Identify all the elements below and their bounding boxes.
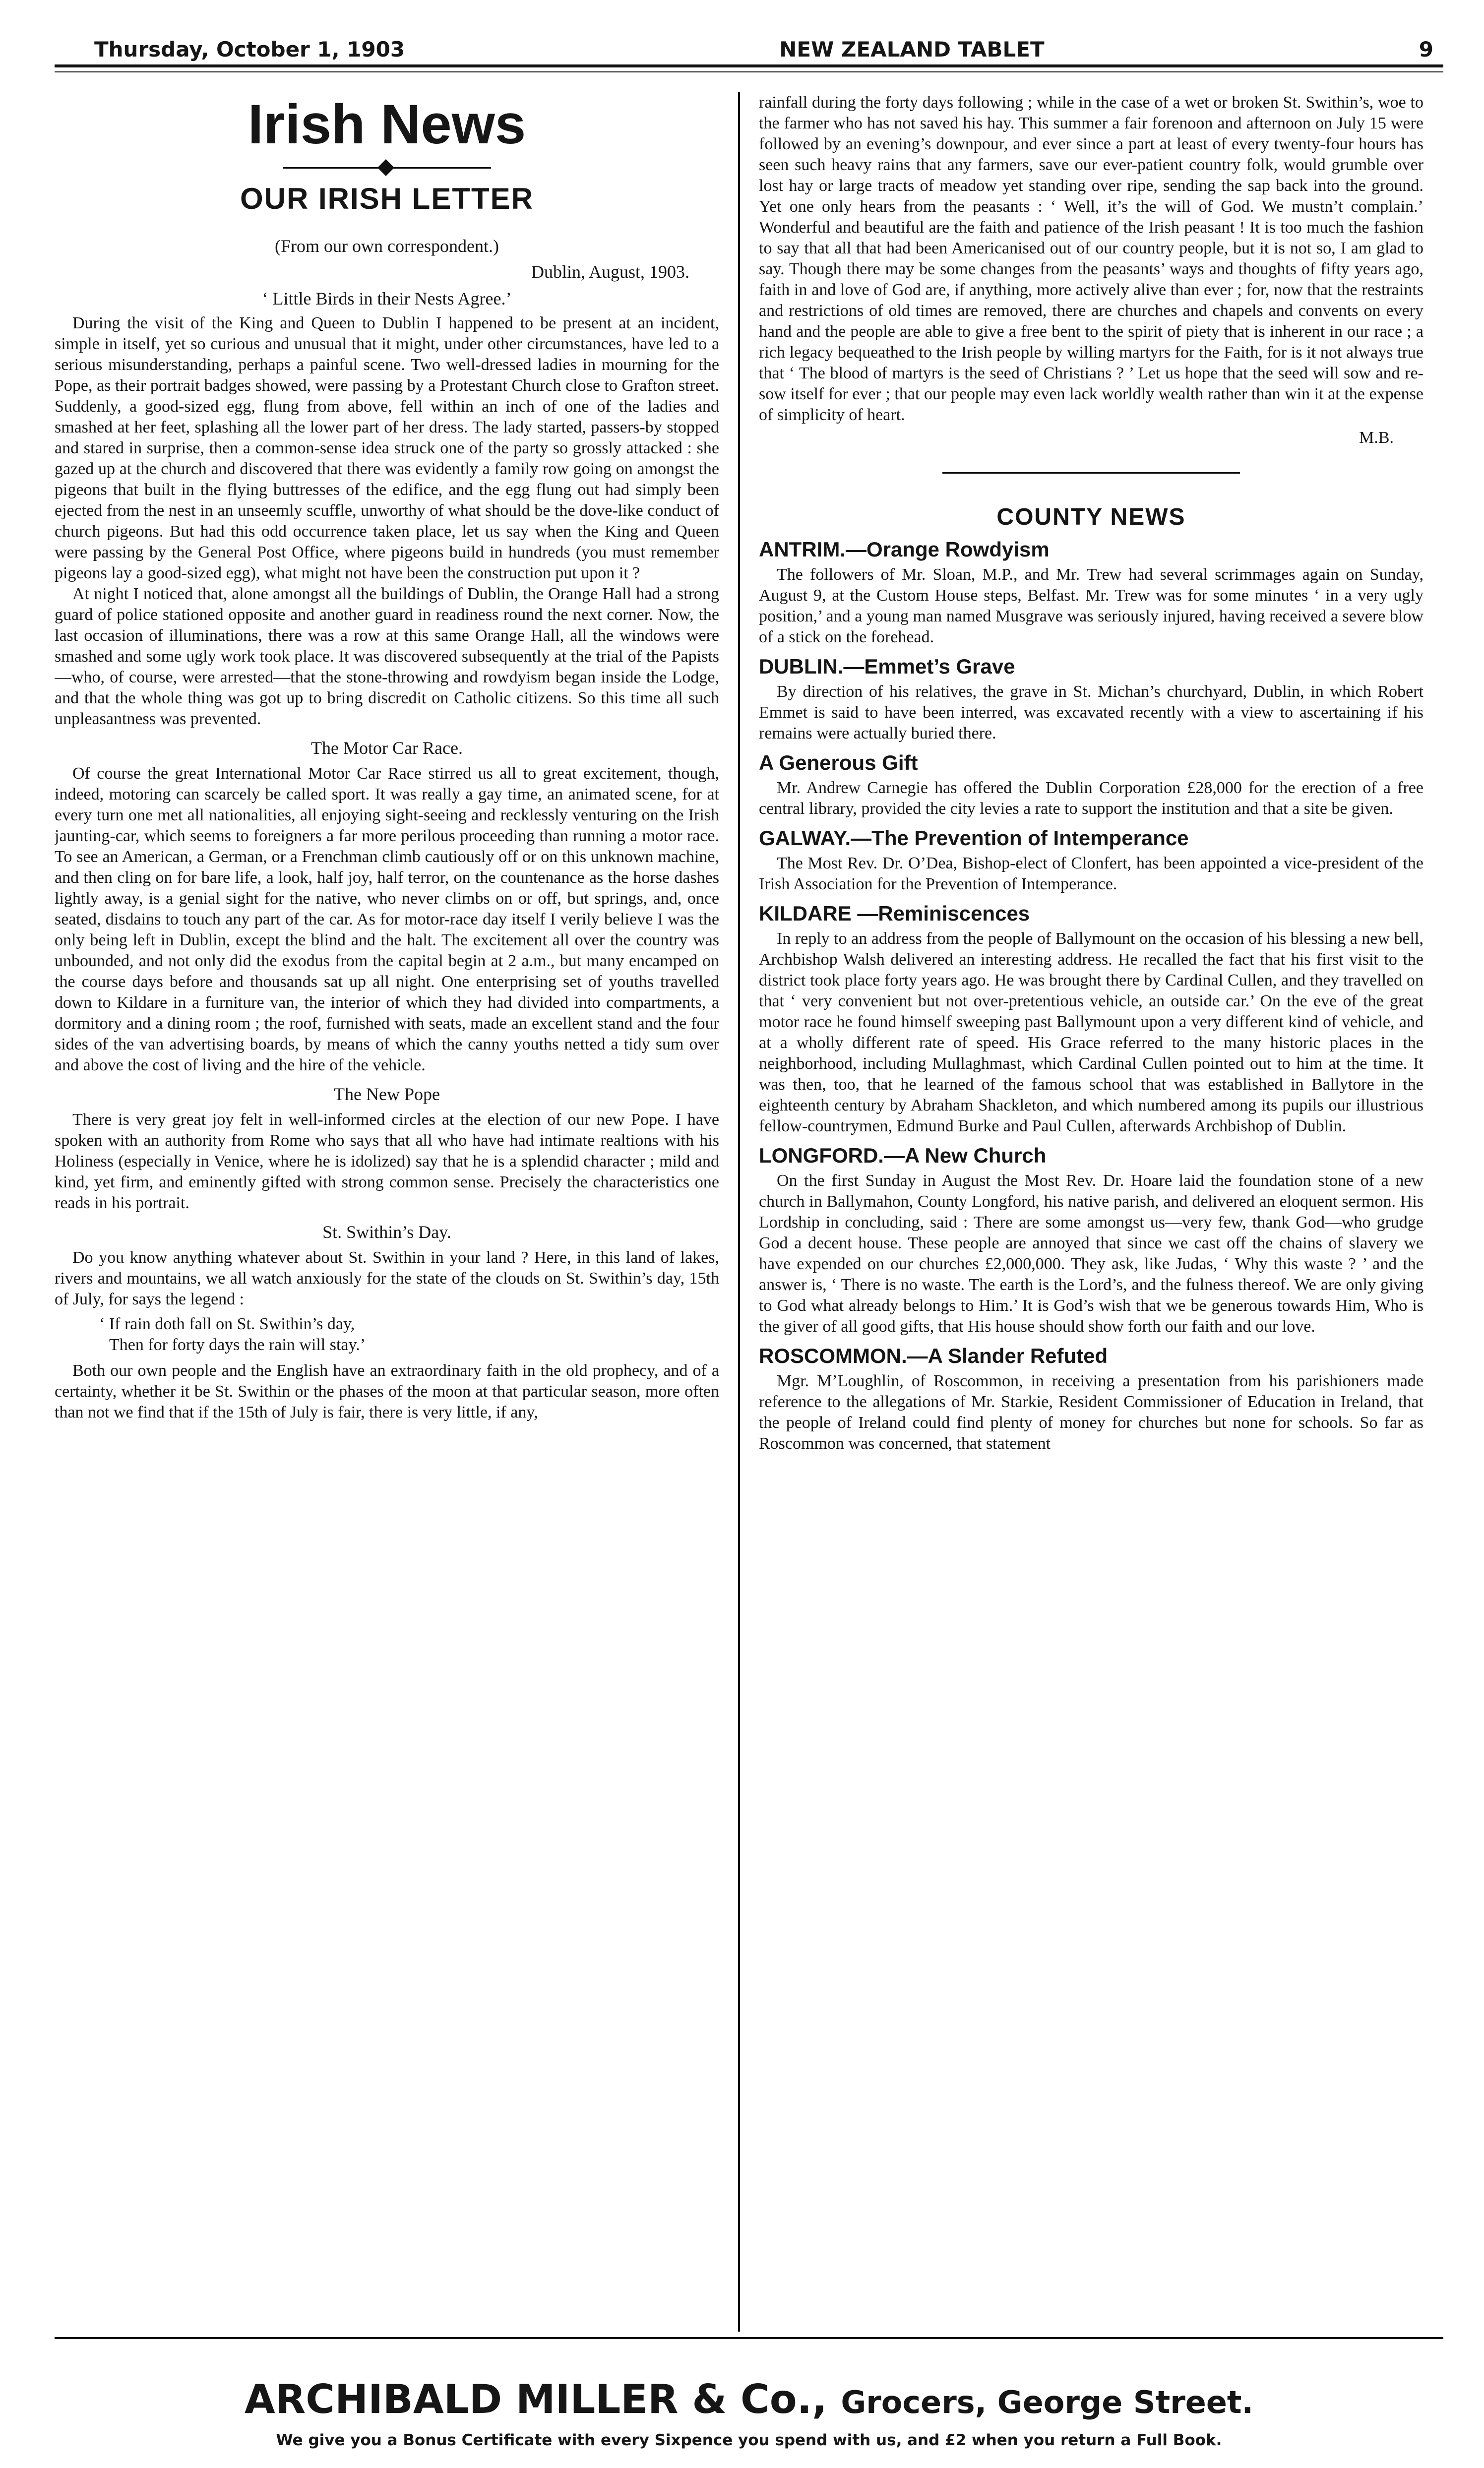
news-heading: LONGFORD.—A New Church bbox=[759, 1144, 1047, 1167]
subheading: St. Swithin’s Day. bbox=[322, 1222, 451, 1242]
right-column bbox=[759, 92, 1423, 2324]
ad-company-name: ARCHIBALD MILLER & Co., bbox=[244, 2376, 827, 2422]
news-text: Mr. Andrew Carnegie has offered the Dublin Corporation £28,000 for the erection of a free central library, provided the city levies a rate to support the institution and that a site be given. bbox=[759, 779, 1423, 818]
ad-tagline: We give you a Bonus Certificate with every Sixpence you spend with us, and £2 when you return a Full Book. bbox=[276, 2431, 1222, 2449]
column-divider bbox=[738, 92, 740, 2332]
signature: M.B. bbox=[1359, 429, 1394, 447]
paragraph: At night I noticed that, alone amongst all the buildings of Dublin, the Orange Hall had a strong guard of police stationed opposite and another guard in readiness round the next corner. Now, the last occasion of illuminations, there was a row at this same Orange Hall, all the windows were smashed and some ugly work took place. It was discovered subsequently at the trial of the Papists—who, of course, were arrested—that the stone-throwing and rowdyism began inside the Lodge, and that the whole thing was got up to bring discredit on Catholic citizens. So this time all such unpleasantness was prevented. bbox=[55, 585, 719, 728]
masthead bbox=[94, 32, 1433, 62]
verse-line: Then for forty days the rain will stay.’ bbox=[109, 1336, 366, 1354]
news-heading: KILDARE —Reminiscences bbox=[759, 902, 1030, 925]
paragraph: rainfall during the forty days following ; while in the case of a wet or broken St. Swithin’s, woe to the farmer who has not saved his hay. This summer a fair forenoon and afternoon on July 15 were followed by an evening’s downpour, and ever since a part at least of every twenty-four hours has seen such heavy rains that any farmers, save our ever-patient country folk, would grumble over lost hay or large tracts of meadow yet standing over ripe, sending the sap back into the ground. Yet one only hears from the peasants : ‘ Well, it’s the will of God. We mustn’t complain.’ Wonderful and beautiful are the faith and patience of the Irish peasant ! It is too much the fashion to say that all that had been Americanised out of our country people, but it is not so, I am glad to say. Though there may be some changes from the peasants’ ways and thoughts of fifty years ago, faith in and love of God are, if anything, more actively alive than ever ; for, now that the restraints and restrictions of old times are removed, there are churches and chapels and convents on every hand and the people are able to give a free bent to the spirit of piety that is inherent in our race ; a rich legacy bequeathed to the Irish people by willing martyrs for the Faith, for is it not always true that ‘ The blood of martyrs is the seed of Christians ? ’ Let us hope that the seed will sow and re-sow itself for ever ; that our people may even lack worldly wealth rather than win it at the expense of simplicity of heart. bbox=[759, 93, 1423, 424]
ornament-rule bbox=[283, 159, 491, 177]
news-heading: DUBLIN.—Emmet’s Grave bbox=[759, 655, 1015, 678]
page-number: 9 bbox=[1419, 37, 1433, 62]
verse-line: ‘ If rain doth fall on St. Swithin’s day, bbox=[99, 1315, 355, 1333]
subheading: The New Pope bbox=[334, 1084, 440, 1104]
news-text: Mgr. M’Loughlin, of Roscommon, in receiving a presentation from his parishioners made reference to the allegations of Mr. Starkie, Resident Commissioner of Education in Ireland, that the people of Ireland could find plenty of money for churches but none for schools. So far as Roscommon was concerned, that statement bbox=[759, 1372, 1423, 1453]
paragraph: Both our own people and the English have an extraordinary faith in the old prophecy, and of a certainty, whether it be St. Swithin or the phases of the moon at that particular season, more often than not we find that if the 15th of July is fair, there is very little, if any, bbox=[55, 1361, 719, 1421]
paragraph: Do you know anything whatever about St. Swithin in your land ? Here, in this land of lakes, rivers and mountains, we all watch anxiously for the state of the clouds on St. Swithin’s day, 15th of July, for says the legend : bbox=[55, 1248, 719, 1308]
ad-headline bbox=[55, 2376, 1443, 2426]
news-text: The Most Rev. Dr. O’Dea, Bishop-elect of Clonfert, has been appointed a vice-president of the Irish Association for the Prevention of Intemperance. bbox=[759, 854, 1423, 893]
news-text: The followers of Mr. Sloan, M.P., and Mr. Trew had several scrimmages again on Sunday, August 9, at the Custom House steps, Belfast. Mr. Trew was for some minutes ‘ in a very ugly position,’ and a young man named Musgrave was seriously injured, having received a severe blow of a stick on the forehead. bbox=[759, 565, 1423, 646]
news-heading: ROSCOMMON.—A Slander Refuted bbox=[759, 1344, 1108, 1367]
news-heading: A Generous Gift bbox=[759, 751, 918, 774]
masthead-rule-thick bbox=[55, 64, 1443, 67]
advertisement bbox=[55, 2376, 1443, 2451]
masthead-rule-thin bbox=[55, 71, 1443, 72]
news-text: In reply to an address from the people of Ballymount on the occasion of his blessing a new bell, Archbishop Walsh delivered an interesting address. He recalled the fact that his first visit to the district took place forty years ago. He was brought there by Cardinal Cullen, and they travelled on that ‘ very convenient but not over-pretentious vehicle, an outside car.’ On the eve of the great motor race he found himself sweeping past Ballymount upon a very different kind of vehicle, and at a wholly different rate of speed. His Grace referred to the many historic places in the neighborhood, including Mullaghmast, which Cardinal Cullen pointed out to him at the time. It was then, too, that he learned of the famous school that was established in Ballytore in the eighteenth century by Abraham Shackleton, and which numbered among its pupils our illustrious fellow-countrymen, Edmund Burke and Paul Cullen, afterwards Archbishop of Dublin. bbox=[759, 929, 1423, 1135]
news-heading: GALWAY.—The Prevention of Intemperance bbox=[759, 826, 1189, 850]
section-title: Irish News bbox=[247, 93, 526, 155]
news-heading: ANTRIM.—Orange Rowdyism bbox=[759, 538, 1050, 561]
verse bbox=[99, 1314, 719, 1356]
left-column bbox=[55, 92, 719, 2324]
county-news-title: COUNTY NEWS bbox=[996, 504, 1186, 530]
section-divider bbox=[942, 472, 1240, 474]
diamond-ornament-icon bbox=[377, 159, 394, 176]
masthead-title: NEW ZEALAND TABLET bbox=[779, 37, 1045, 62]
news-text: On the first Sunday in August the Most Rev. Dr. Hoare laid the foundation stone of a new church in Ballymahon, County Longford, his native parish, and delivered an eloquent sermon. His Lordship in concluding, said : There are some amongst us—very few, thank God—who grudge God a decent house. These people are annoyed that since we cast off the chains of slavery we have expended on our churches £2,000,000. They ask, like Judas, ‘ Why this waste ? ’ and the answer is, ‘ There is no waste. The earth is the Lord’s, and the fulness thereof. We are only giving to God what already belongs to Him.’ It is God’s wish that we be generous towards Him, Who is the giver of all good gifts, that His house should show forth our faith and our love. bbox=[759, 1172, 1423, 1336]
footer-rule bbox=[55, 2337, 1443, 2339]
paragraph: During the visit of the King and Queen to Dublin I happened to be present at an incident, simple in itself, yet so curious and unusual that it might, under other circumstances, have led to a serious misunderstanding, perhaps a painful scene. Two well-dressed ladies in mourning for the Pope, as their portrait badges showed, were passing by a Protestant Church close to Grafton street. Suddenly, a good-sized egg, flung from above, fell within an inch of one of the ladies and smashed at her feet, splashing all the lower part of her dress. The lady started, passers-by stopped and stared in surprise, then a common-sense idea struck one of the party so grossly attacked : she gazed up at the church and discovered that there was evidently a family row going on amongst the pigeons that built in the flying buttresses of the edifice, and the egg flung out had simply been ejected from the nest in an unseemly scuffle, unworthy of what should be the dove-like conduct of church pigeons. But had this odd occurrence taken place, let us say when the King and Queen were passing by the General Post Office, where pigeons build in hundreds (you must remember pigeons lay a good-sized egg), what might not have been the construction put upon it ? bbox=[55, 314, 719, 582]
masthead-date: Thursday, October 1, 1903 bbox=[94, 37, 405, 62]
dateline: Dublin, August, 1903. bbox=[531, 262, 689, 282]
subheading: The Motor Car Race. bbox=[311, 738, 463, 758]
paragraph: There is very great joy felt in well-informed circles at the election of our new Pope. I have spoken with an authority from Rome who says that all who have had intimate realtions with his Holiness (especially in Venice, where he is idolized) say that he is a splendid character ; mild and kind, yet firm, and eminently gifted with strong common sense. Precisely the characteristics one reads in his portrait. bbox=[55, 1111, 719, 1212]
article-heading: ‘ Little Birds in their Nests Agree.’ bbox=[262, 289, 512, 308]
news-text: By direction of his relatives, the grave in St. Michan’s churchyard, Dublin, in which Robert Emmet is said to have been interred, was excavated recently with a view to ascertaining if his remains were actually buried there. bbox=[759, 682, 1423, 742]
ad-business: Grocers, George Street. bbox=[841, 2384, 1254, 2420]
letter-subtitle: OUR IRISH LETTER bbox=[240, 182, 534, 215]
paragraph: Of course the great International Motor Car Race stirred us all to great excitement, though, indeed, motoring can scarcely be called sport. It was really a gay time, an animated scene, for at every turn one met all nationalities, all enjoying sight-seeing and recklessly venturing on the Irish jaunting-car, which seems to foreigners a far more perilous proceeding than running a motor race. To see an American, a German, or a Frenchman climb cautiously off or on this unknown machine, and then cling on for bare life, a look, half joy, half terror, on the countenance as the horse dashes lightly away, is a genial sight for the native, who never climbs on or off, but springs, and, once seated, disdains to touch any part of the car. As for motor-race day itself I verily believe I was the only being left in Dublin, except the blind and the halt. The excitement all over the country was unbounded, and not only did the exodus from the capital begin at 2 a.m., but many encamped on the course days before and thousands sat up all night. One enterprising set of youths travelled down to Kildare in a furniture van, the interior of which they had divided into compartments, a dormitory and a dining room ; the roof, furnished with seats, made an excellent stand and the four sides of the van advertising boards, by means of which the canny youths netted a tidy sum over and above the cost of living and the hire of the vehicle. bbox=[55, 764, 719, 1074]
byline: (From our own correspondent.) bbox=[275, 236, 499, 256]
